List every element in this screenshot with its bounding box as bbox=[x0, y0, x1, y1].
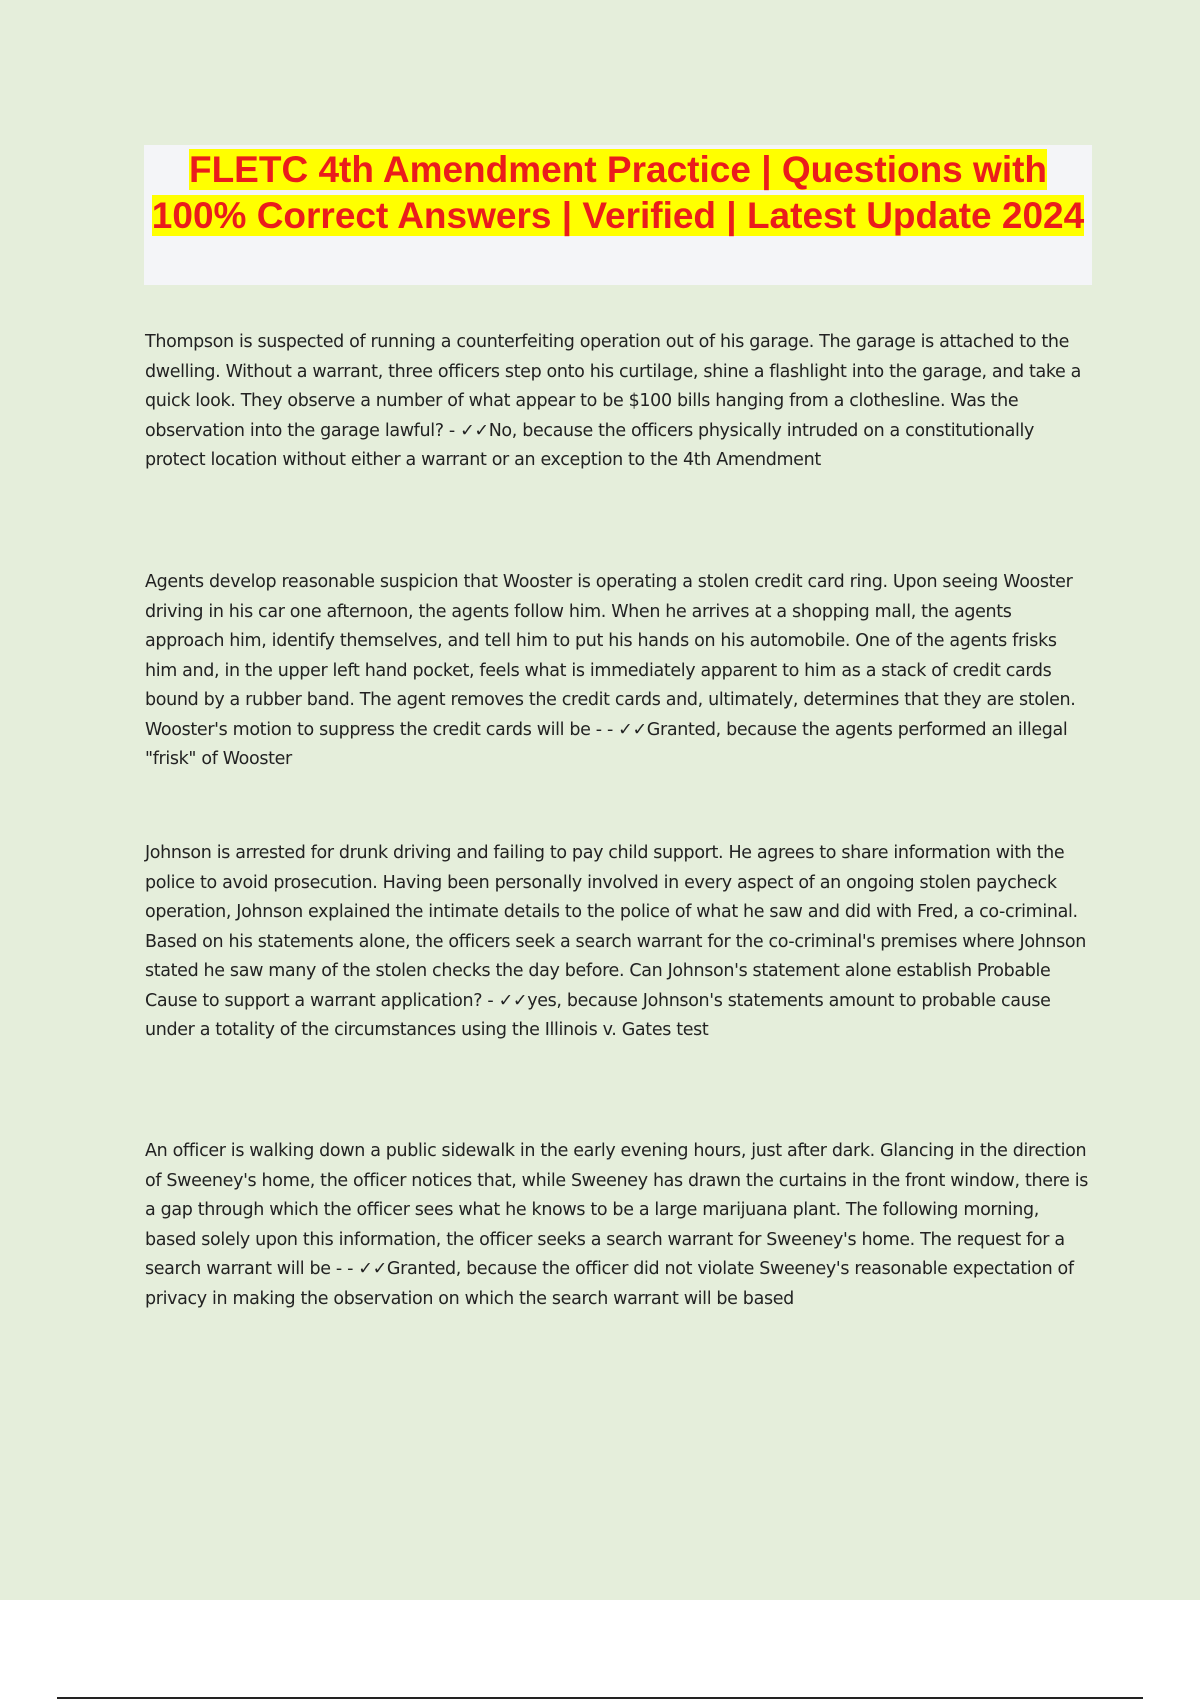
answer-text: ✓✓No, because the officers physically intruded on a constitutionally protect location without either a warrant or an exception to the 4th Amendment bbox=[145, 420, 1035, 470]
qa-item-2 bbox=[145, 568, 1090, 775]
answer-text: ✓✓Granted, because the officer did not violate Sweeney's reasonable expectation of privacy in making the observation on which the search warrant will be based bbox=[145, 1259, 1074, 1309]
qa-item-1 bbox=[145, 328, 1090, 476]
qa-separator: - bbox=[341, 1259, 359, 1279]
document-title: FLETC 4th Amendment Practice | Questions with 100% Correct Answers | Verified | Latest Update 2024 bbox=[151, 149, 1085, 236]
question-text: Johnson is arrested for drunk driving and failing to pay child support. He agrees to share information with the police to avoid prosecution. Having been personally involved in every aspect of an ongoing stolen paycheck operation, Johnson explained the intimate details to the police of what he saw and did with Fred, a co-criminal. Based on his statements alone, the officers seek a search warrant for the co-criminal's premises where Johnson stated he saw many of the stolen checks the day before. Can Johnson's statement alone establish Probable Cause to support a warrant application? bbox=[145, 843, 1087, 1011]
question-text: Thompson is suspected of running a counterfeiting operation out of his garage. The garage is attached to the dwelling. Without a warrant, three officers step onto his curtilage, shine a flashlight into the garage, and take a quick look. They observe a number of what appear to be $100 bills hanging from a clothesline. Was the observation into the garage lawful? bbox=[145, 332, 1082, 441]
qa-item-4 bbox=[145, 1137, 1090, 1314]
answer-text: ✓✓Granted, because the agents performed an illegal "frisk" of Wooster bbox=[145, 719, 1068, 769]
answer-text: ✓✓yes, because Johnson's statements amount to probable cause under a totality of the circumstances using the Illinois v. Gates test bbox=[145, 990, 1051, 1040]
qa-separator: - bbox=[443, 420, 461, 441]
footer-divider bbox=[57, 1697, 1143, 1699]
question-text: Agents develop reasonable suspicion that Wooster is operating a stolen credit card ring. Upon seeing Wooster driving in his car one afternoon, the agents follow him. When he arrives at a shopping mall, the agents approach him, identify themselves, and tell him to put his hands on his automobile. One of the agents frisks him and, in the upper left hand pocket, feels what is immediately apparent to him as a stack of credit cards bound by a rubber band. The agent removes the credit cards and, ultimately, determines that they are stolen. Wooster's motion to suppress the credit cards will be - bbox=[145, 572, 1076, 740]
question-text: An officer is walking down a public sidewalk in the early evening hours, just after dark. Glancing in the direction of Sweeney's home, the officer notices that, while Sweeney has drawn the curtains in the front window, there is a gap through which the officer sees what he knows to be a large marijuana plant. The following morning, based solely upon this information, the officer seeks a search warrant for Sweeney's home. The request for a search warrant will be - bbox=[145, 1141, 1088, 1279]
qa-separator: - bbox=[601, 719, 619, 740]
title-banner bbox=[144, 145, 1092, 285]
qa-item-3 bbox=[145, 839, 1090, 1046]
qa-separator: - bbox=[482, 990, 499, 1011]
